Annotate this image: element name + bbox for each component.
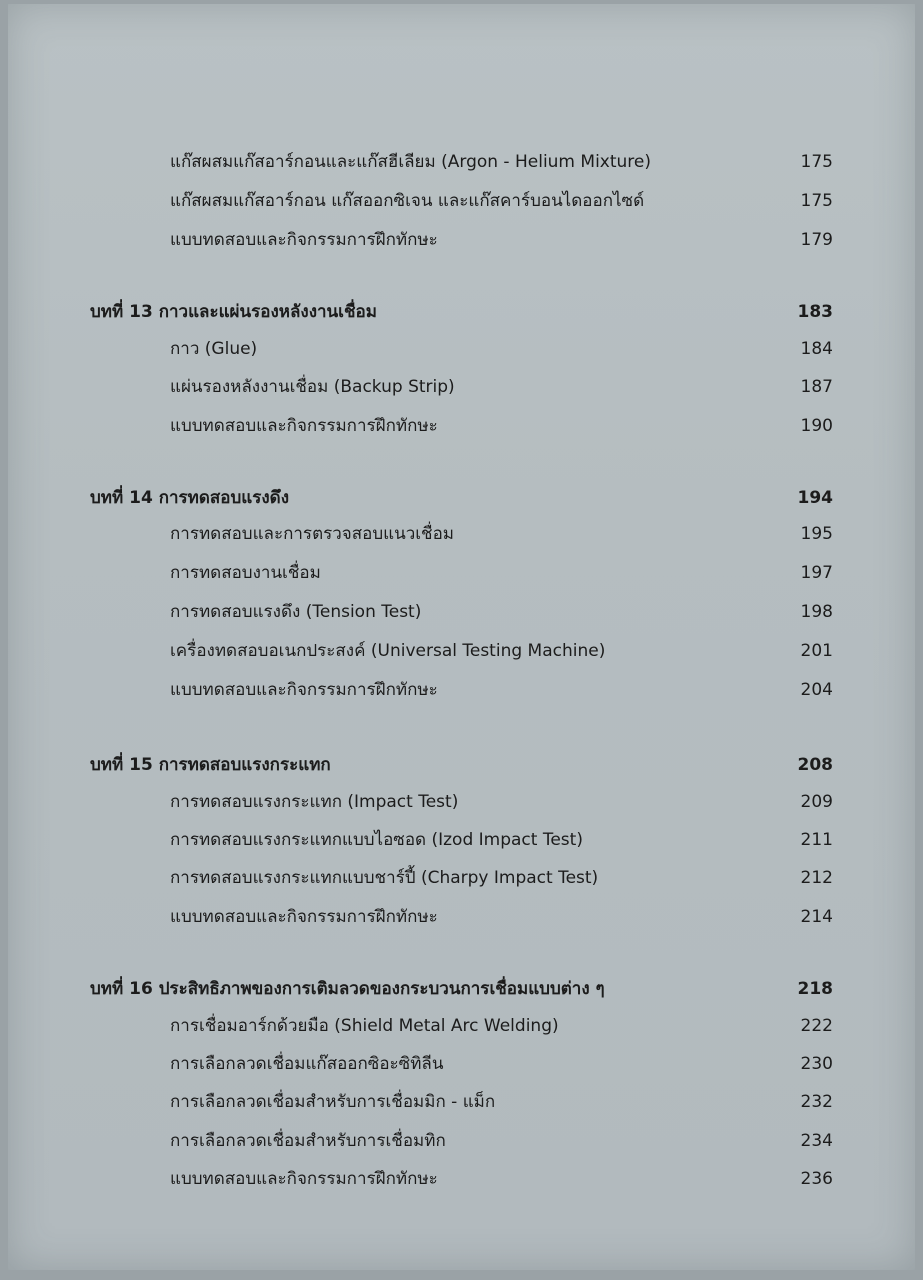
toc-entry	[8, 1087, 915, 1117]
toc-entry-title: แบบทดสอบและกิจกรรมการฝึกทักษะ	[170, 907, 438, 927]
toc-entry-title: การเชื่อมอาร์กด้วยมือ (Shield Metal Arc Welding)	[170, 1016, 559, 1036]
toc-entry-title: กาว (Glue)	[170, 339, 258, 359]
chapter-title: บทที่ 13 กาวและแผ่นรองหลังงานเชื่อม	[90, 302, 377, 322]
toc-entry-page: 204	[800, 680, 833, 700]
toc-entry	[8, 225, 915, 255]
toc-entry-page: 211	[800, 830, 833, 850]
toc-entry	[8, 334, 915, 364]
toc-entry	[8, 186, 915, 216]
toc-entry-title: แบบทดสอบและกิจกรรมการฝึกทักษะ	[170, 416, 438, 436]
toc-entry-title: เครื่องทดสอบอเนกประสงค์ (Universal Testing Machine)	[170, 641, 606, 661]
toc-entry-page: 187	[800, 377, 833, 397]
toc-entry	[8, 411, 915, 441]
toc-entry	[8, 902, 915, 932]
chapter-page: 194	[797, 488, 833, 508]
toc-entry-title: แบบทดสอบและกิจกรรมการฝึกทักษะ	[170, 1169, 438, 1189]
toc-entry	[8, 372, 915, 402]
toc-entry-title: การเลือกลวดเชื่อมสำหรับการเชื่อมมิก - แม็ก	[170, 1092, 496, 1112]
chapter-page: 208	[797, 755, 833, 775]
table-of-contents	[8, 4, 915, 1270]
toc-entry-page: 198	[800, 602, 833, 622]
toc-entry-title: แก๊สผสมแก๊สอาร์กอน แก๊สออกซิเจน และแก๊สคาร์บอนไดออกไซด์	[170, 191, 645, 211]
toc-entry-title: การเลือกลวดเชื่อมสำหรับการเชื่อมทิก	[170, 1131, 446, 1151]
toc-entry-page: 175	[800, 152, 833, 172]
toc-chapter-heading	[8, 297, 915, 327]
toc-entry	[8, 1049, 915, 1079]
toc-entry	[8, 825, 915, 855]
toc-chapter-heading	[8, 750, 915, 780]
toc-entry-title: การทดสอบและการตรวจสอบแนวเชื่อม	[170, 524, 455, 544]
book-page	[8, 4, 915, 1270]
toc-entry	[8, 1126, 915, 1156]
toc-entry-page: 234	[800, 1131, 833, 1151]
toc-entry-page: 236	[800, 1169, 833, 1189]
toc-entry-page: 195	[800, 524, 833, 544]
toc-entry-title: แผ่นรองหลังงานเชื่อม (Backup Strip)	[170, 377, 455, 397]
chapter-page: 218	[797, 979, 833, 999]
toc-entry-page: 232	[800, 1092, 833, 1112]
toc-entry-title: การทดสอบแรงกระแทกแบบไอซอด (Izod Impact Test)	[170, 830, 583, 850]
toc-entry-title: การเลือกลวดเชื่อมแก๊สออกซิอะซิทิลีน	[170, 1054, 444, 1074]
toc-entry-title: การทดสอบแรงกระแทก (Impact Test)	[170, 792, 459, 812]
toc-entry-page: 214	[800, 907, 833, 927]
toc-entry-page: 230	[800, 1054, 833, 1074]
toc-entry-title: การทดสอบแรงกระแทกแบบชาร์ปี้ (Charpy Impact Test)	[170, 868, 599, 888]
toc-entry-page: 209	[800, 792, 833, 812]
toc-entry-title: แบบทดสอบและกิจกรรมการฝึกทักษะ	[170, 680, 438, 700]
toc-entry	[8, 863, 915, 893]
chapter-title: บทที่ 16 ประสิทธิภาพของการเติมลวดของกระบวนการเชื่อมแบบต่าง ๆ	[90, 979, 605, 999]
chapter-title: บทที่ 15 การทดสอบแรงกระแทก	[90, 755, 331, 775]
toc-chapter-heading	[8, 483, 915, 513]
chapter-title: บทที่ 14 การทดสอบแรงดึง	[90, 488, 290, 508]
toc-entry	[8, 675, 915, 705]
toc-entry-title: การทดสอบแรงดึง (Tension Test)	[170, 602, 422, 622]
toc-entry	[8, 558, 915, 588]
toc-entry-title: แก๊สผสมแก๊สอาร์กอนและแก๊สฮีเลียม (Argon - Helium Mixture)	[170, 152, 651, 172]
toc-entry-page: 175	[800, 191, 833, 211]
toc-entry	[8, 787, 915, 817]
toc-entry-page: 201	[800, 641, 833, 661]
toc-entry	[8, 519, 915, 549]
toc-entry	[8, 1011, 915, 1041]
toc-entry	[8, 147, 915, 177]
toc-entry	[8, 1164, 915, 1194]
toc-entry-page: 197	[800, 563, 833, 583]
toc-entry-page: 222	[800, 1016, 833, 1036]
toc-entry-page: 190	[800, 416, 833, 436]
chapter-page: 183	[797, 302, 833, 322]
toc-entry-title: แบบทดสอบและกิจกรรมการฝึกทักษะ	[170, 230, 438, 250]
toc-entry	[8, 636, 915, 666]
toc-entry-page: 212	[800, 868, 833, 888]
toc-entry-page: 179	[800, 230, 833, 250]
toc-chapter-heading	[8, 974, 915, 1004]
toc-entry-page: 184	[800, 339, 833, 359]
toc-entry-title: การทดสอบงานเชื่อม	[170, 563, 321, 583]
toc-entry	[8, 597, 915, 627]
